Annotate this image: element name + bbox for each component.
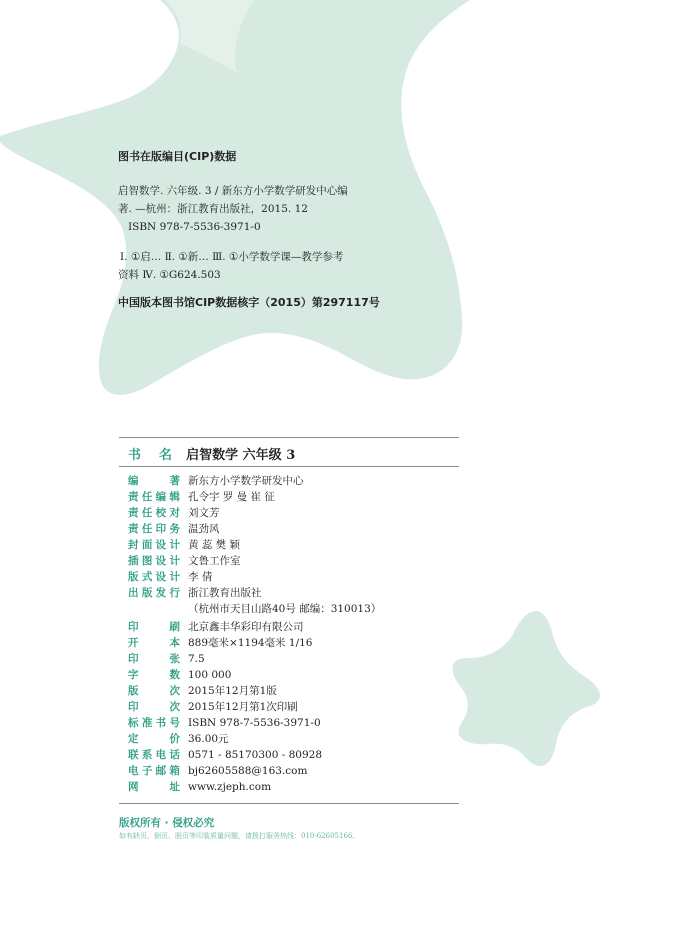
cip-number: 中国版本图书馆CIP数据核字（2015）第297117号 [118,296,380,309]
cip-line: 资料 Ⅳ. ①G624.503 [118,269,221,281]
book-title-row [128,444,295,463]
info-value: 黄 蕊 樊 颖 [188,539,241,551]
info-label: 版次 [128,685,180,697]
info-label: 责任编辑 [128,491,180,503]
top-divider [119,437,459,438]
cip-line: ISBN 978-7-5536-3971-0 [128,221,261,233]
info-value: 100 000 [188,669,232,681]
info-label: 插图设计 [128,555,180,567]
info-label: 印次 [128,701,180,713]
info-label: 网址 [128,781,180,793]
cip-line: 著. —杭州：浙江教育出版社，2015. 12 [118,203,308,215]
cip-line: 启智数学. 六年级. 3 / 新东方小学数学研发中心编 [118,185,348,197]
info-value: www.zjeph.com [188,781,272,793]
info-value: 温劲风 [188,523,220,535]
info-label: 编著 [128,475,180,487]
info-value: 刘文芳 [188,507,220,519]
info-label: 印张 [128,653,180,665]
info-value: （杭州市天目山路40号 邮编：310013） [188,603,382,615]
service-notice: 如有缺页、倒页、脱页等印装质量问题，请拨打服务热线：010-62605166。 [119,832,360,840]
info-value: 2015年12月第1版 [188,685,277,697]
info-label: 出版发行 [128,587,180,599]
info-value: bj62605588@163.com [188,765,308,777]
cip-heading: 图书在版编目(CIP)数据 [118,150,237,163]
title-divider [119,466,459,467]
info-value: 7.5 [188,653,205,665]
info-label: 责任校对 [128,507,180,519]
info-label: 联系电话 [128,749,180,761]
info-value: 孔令宇 罗 曼 崔 征 [188,491,275,503]
info-label: 字数 [128,669,180,681]
info-label: 印刷 [128,621,180,633]
info-value: 文鲁工作室 [188,555,241,567]
book-title-value: 启智数学 六年级 3 [186,448,296,463]
bottom-divider [119,803,459,804]
info-label: 封面设计 [128,539,180,551]
info-value: 36.00元 [188,733,229,745]
info-value: 北京鑫丰华彩印有限公司 [188,621,304,633]
info-label: 标准书号 [128,717,180,729]
info-value: 0571 - 85170300 - 80928 [188,749,323,761]
info-value: 李 倩 [188,571,213,583]
info-label: 版式设计 [128,571,180,583]
small-star-icon [452,611,600,766]
info-value: 新东方小学数学研发中心 [188,475,304,487]
info-value: 889毫米×1194毫米 1/16 [188,637,313,649]
info-value: ISBN 978-7-5536-3971-0 [188,717,321,729]
copyright-notice: 版权所有 · 侵权必究 [119,817,215,829]
info-label: 电子邮箱 [128,765,180,777]
info-value: 2015年12月第1次印刷 [188,701,298,713]
info-value: 浙江教育出版社 [188,587,262,599]
book-title-label: 书名 [128,448,191,463]
cip-line: Ⅰ. ①启… Ⅱ. ①新… Ⅲ. ①小学数学课—教学参考 [120,251,344,263]
info-label: 责任印务 [128,523,180,535]
info-label: 定价 [128,733,180,745]
info-label: 开本 [128,637,180,649]
